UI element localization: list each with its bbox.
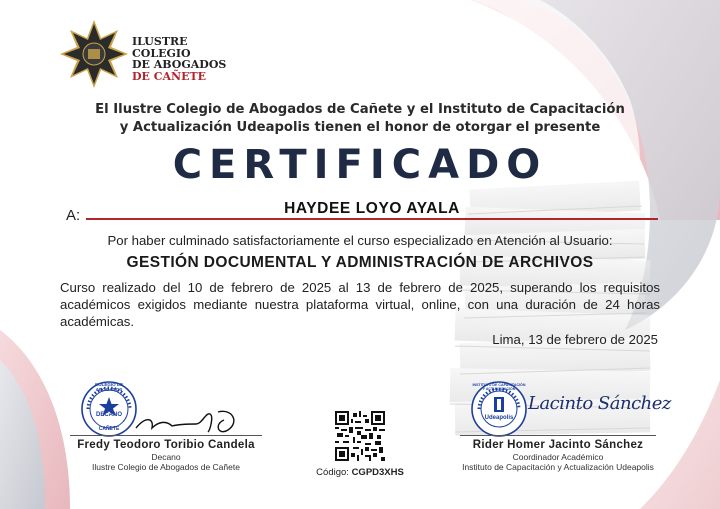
intro-text [0, 101, 720, 137]
course-title: GESTIÓN DOCUMENTAL Y ADMINISTRACIÓN DE ARCHIVOS [126, 254, 594, 271]
coordinator-role: Coordinador Académico [512, 452, 604, 462]
dean-signature-line [70, 435, 262, 436]
qr-code-icon [335, 411, 385, 461]
logo-text-line4: DE CAÑETE [132, 69, 207, 83]
institute-seal-top: INSTITUTO DE CAPACITACIÓN Y ACTUALIZACIÓN [472, 383, 526, 391]
dean-role: Decano [151, 452, 181, 462]
dean-organization: Ilustre Colegio de Abogados de Cañete [92, 462, 240, 472]
recipient-name: HAYDEE LOYO AYALA [284, 200, 460, 217]
dean-name: Fredy Teodoro Toribio Candela [77, 439, 255, 451]
recipient-underline [86, 218, 658, 220]
intro-line-1: El Ilustre Colegio de Abogados de Cañete y el Instituto de Capacitación [95, 102, 625, 117]
recipient-prefix: A: [66, 207, 81, 224]
intro-line-2: y Actualización Udeapolis tienen el honor de otorgar el presente [119, 120, 601, 135]
certificate-title: CERTIFICADO [172, 142, 548, 188]
course-details: Curso realizado del 10 de febrero de 2025 al 13 de febrero de 2025, superando los requisitos académicos exigidos mediante nuestra plataforma virtual, online, con una duración de 24 horas académicas. [60, 280, 660, 329]
issue-date: Lima, 13 de febrero de 2025 [492, 332, 658, 347]
coordinator-organization: Instituto de Capacitación y Actualización Udeapolis [462, 462, 654, 472]
coordinator-name: Rider Homer Jacinto Sánchez [472, 439, 644, 451]
verification-code [300, 467, 420, 478]
dean-seal-top: COLEGIO DE ABOGADOS [94, 382, 124, 392]
logo-text-line1: ILUSTRE [132, 35, 188, 48]
completion-statement: Por haber culminado satisfactoriamente el curso especializado en Atención al Usuario: [107, 233, 613, 248]
coordinator-signature: Lacinto Sánchez [528, 393, 671, 414]
dean-signature [132, 400, 242, 440]
verification-code-label: Código: [316, 467, 349, 478]
logo-text-line3: DE ABOGADOS [132, 58, 227, 71]
college-logo-text [132, 36, 226, 82]
dean-seal-bottom: CAÑETE [98, 426, 120, 432]
institute-seal-label: Udeapolis [484, 415, 514, 421]
verification-code-value: CGPD3XHS [351, 467, 404, 478]
logo-text-line2: COLEGIO [132, 46, 191, 60]
coordinator-signature-line [460, 435, 656, 436]
college-logo [58, 18, 130, 90]
dean-seal-label: DECANO [95, 412, 122, 418]
